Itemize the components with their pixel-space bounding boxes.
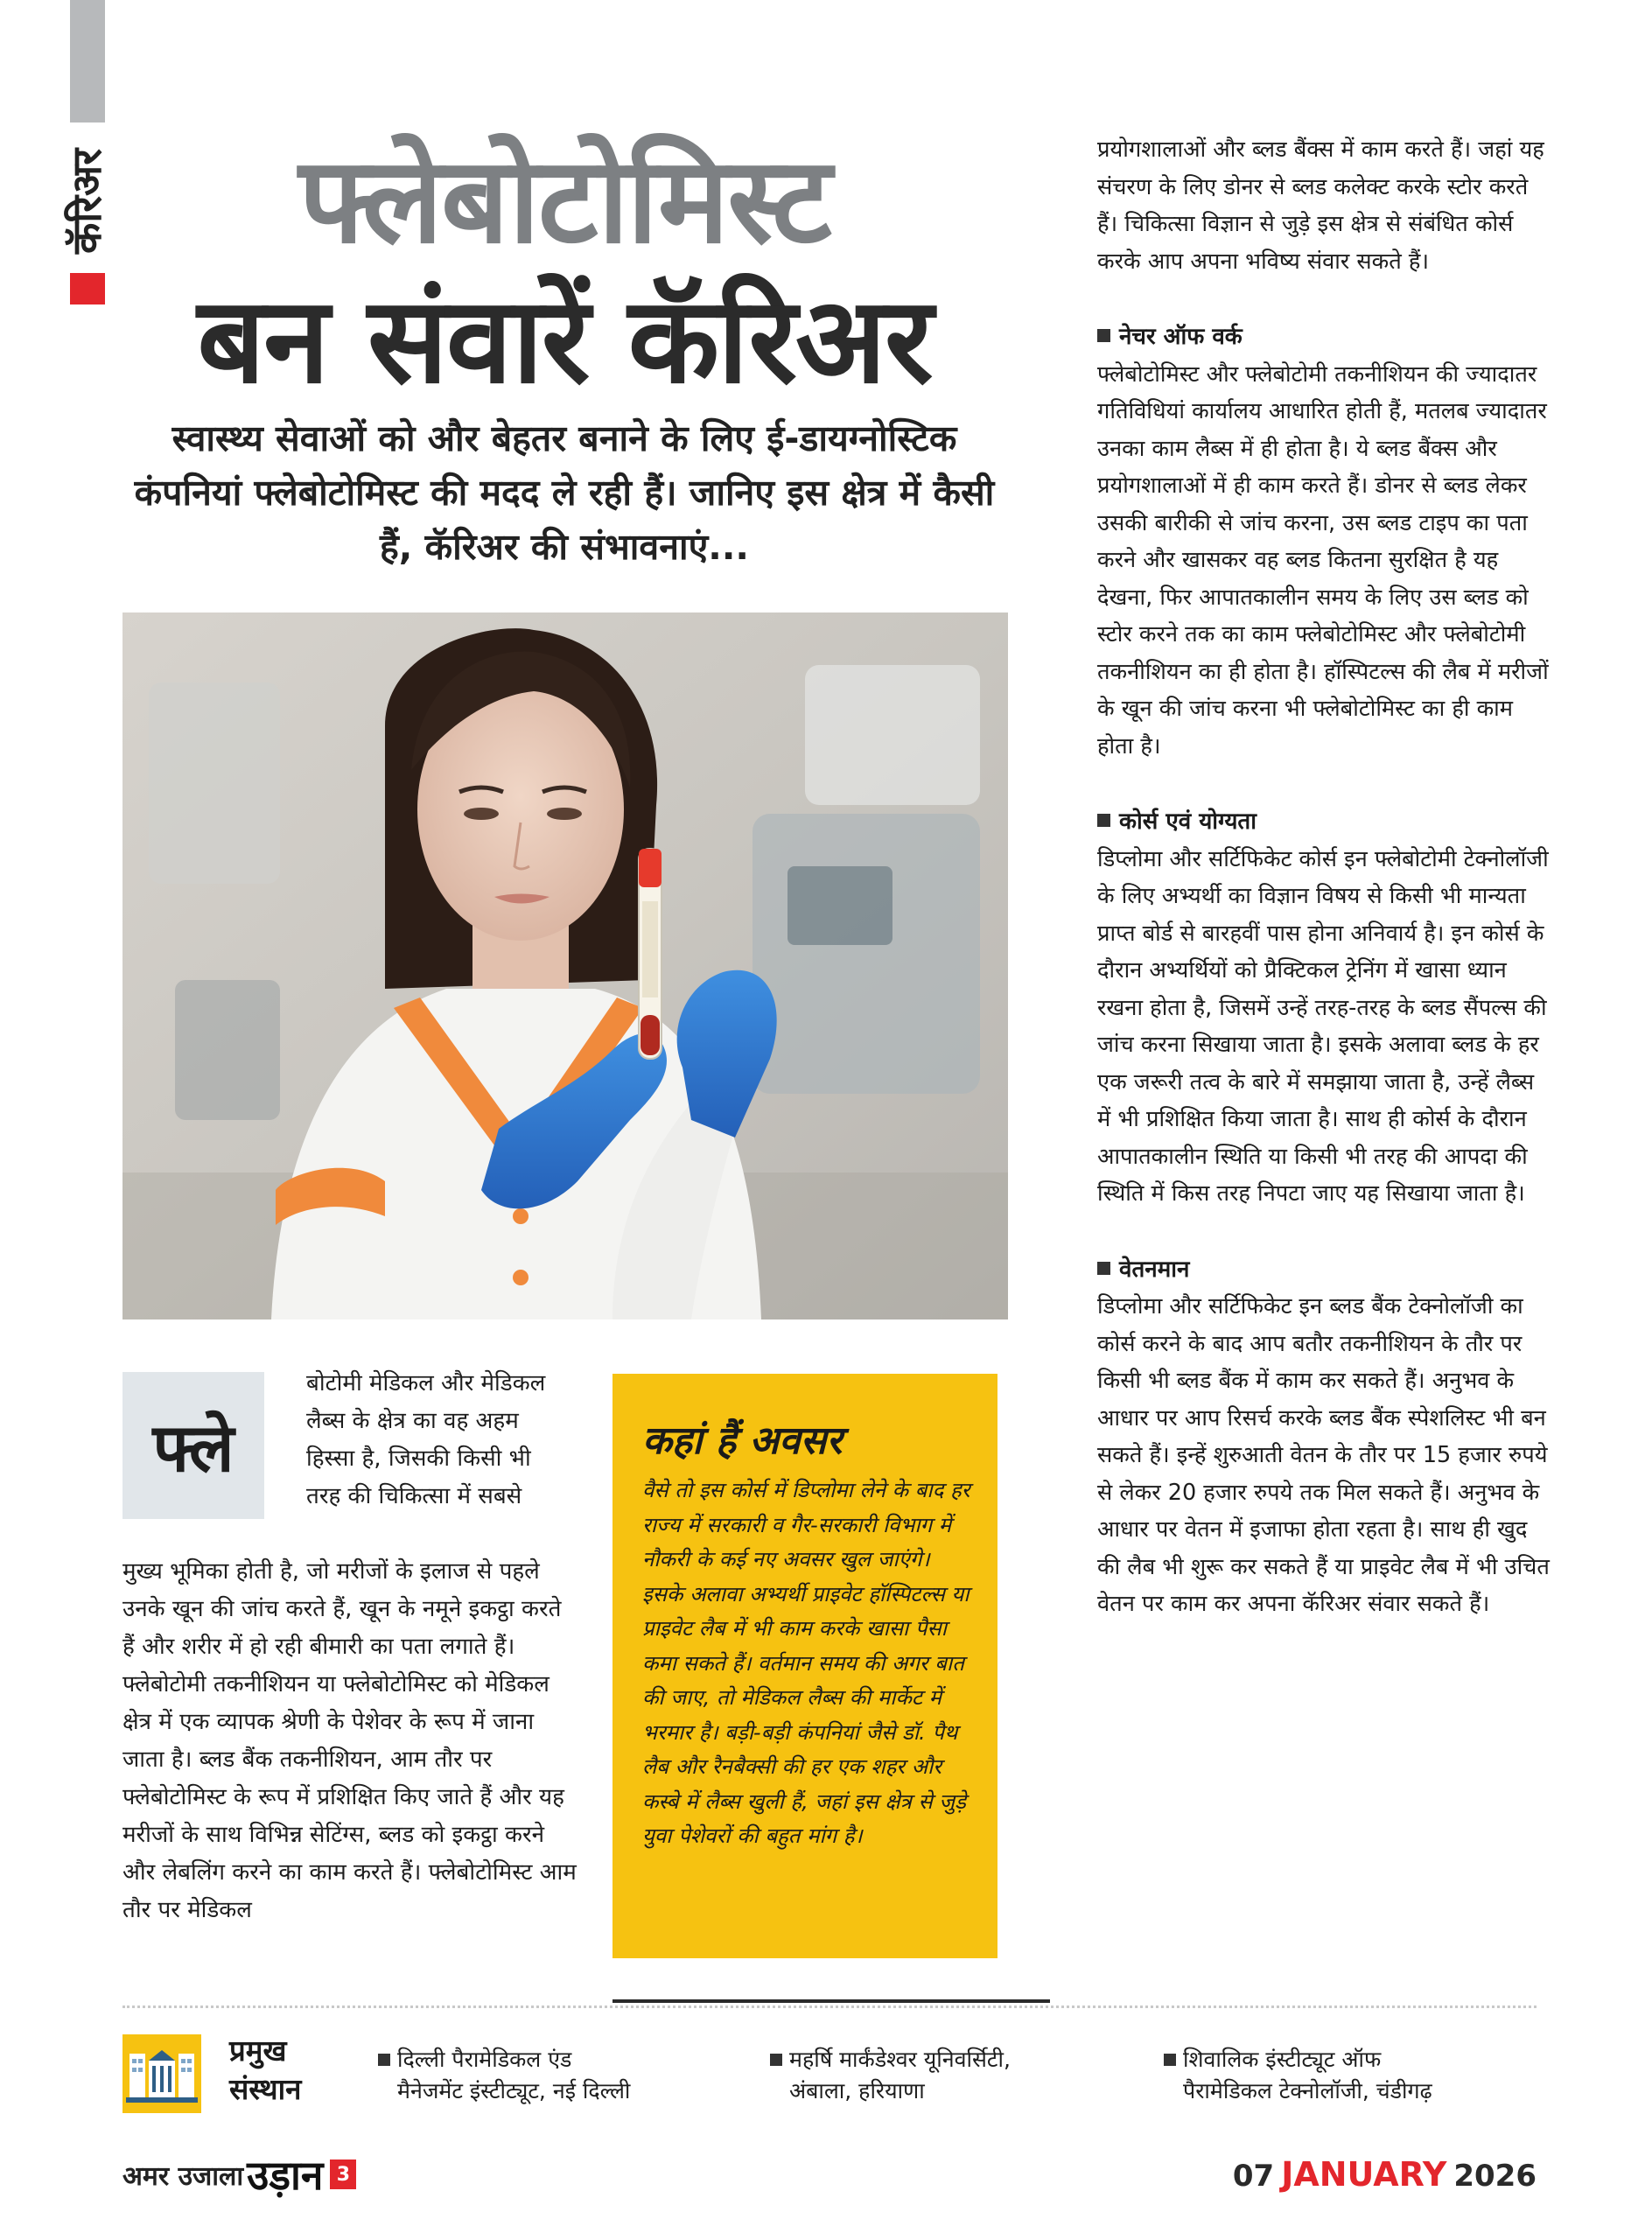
- institute-item: महर्षि मार्कंडेश्वर यूनिवर्सिटी, अंबाला, हरियाणा: [770, 2044, 1102, 2107]
- lead-paragraph-start: बोटोमी मेडिकल और मेडिकल लैब्स के क्षेत्र का वह अहम हिस्सा है, जिसकी किसी भी तरह की चिकित्सा में सबसे: [306, 1370, 546, 1509]
- right-column-intro: प्रयोगशालाओं और ब्लड बैंक्स में काम करते हैं। जहां यह संचरण के लिए डोनर से ब्लड कलेक्ट करके स्टोर करते हैं। चिकित्सा विज्ञान से जुड़े इस क्षेत्र से संबंधित कोर्स करके आप अपना भविष्य संवार सकते हैं।: [1097, 136, 1544, 275]
- drop-cap: फ्ले: [122, 1372, 264, 1519]
- section-label: कॅरिअर: [63, 148, 111, 255]
- bullet-square-icon: [1097, 1262, 1110, 1275]
- opportunity-box-title: कहां हैं अवसर: [642, 1418, 843, 1463]
- brand-name: अमर उजाला: [122, 2160, 244, 2192]
- institute-item: दिल्ली पैरामेडिकल एंड मैनेजमेंट इंस्टीट्यूट, नई दिल्ली: [378, 2044, 710, 2107]
- section-text-course-eligibility: डिप्लोमा और सर्टिफिकेट कोर्स इन फ्लेबोटोमी टेक्नोलॉजी के लिए अभ्यर्थी का विज्ञान विषय से किसी भी मान्यता प्राप्त बोर्ड से बारहवीं पास होना अनिवार्य है। इन कोर्स के दौरान अभ्यर्थियों को प्रैक्टिकल ट्रेनिंग में खासा ध्यान रखना होता है, जिसमें उन्हें तरह-तरह के ब्लड सैंपल्स की जांच करना सिखाया जाता है। इसके अलावा ब्लड के हर एक जरूरी तत्व के बारे में समझाया जाता है, उन्हें लैब्स में भी प्रशिक्षित किया जाता है। साथ ही कोर्स के दौरान आपातकालीन स्थिति या किसी भी तरह की आपदा की स्थिति में किस तरह निपटा जाए यह सिखाया जाता है।: [1097, 845, 1549, 1207]
- divider-accent: [612, 1999, 1050, 2003]
- footer-brand: [122, 2152, 356, 2199]
- section-text-salary: डिप्लोमा और सर्टिफिकेट इन ब्लड बैंक टेक्नोलॉजी का कोर्स करने के बाद आप बतौर तकनीशियन के तौर पर किसी भी ब्लड बैंक में काम कर सकते हैं। अनुभव के आधार पर आप रिसर्च करके ब्लड बैंक स्पेशलिस्ट भी बन सकते हैं। इन्हें शुरुआती वेतन के तौर पर 15 हजार रुपये से लेकर 20 हजार रुपये तक मिल सकते हैं। अनुभव के आधार पर वेतन में इजाफा होता रहता है। साथ ही खुद की लैब भी शुरू कर सकते हैं या प्राइवेट लैब में भी उचित वेतन पर काम कर अपना कॅरिअर संवार सकते हैं।: [1097, 1293, 1550, 1617]
- section-heading-salary: वेतनमान: [1097, 1251, 1552, 1289]
- section-heading-course-eligibility: कोर्स एवं योग्यता: [1097, 803, 1552, 841]
- building-icon: [122, 2034, 201, 2113]
- opportunity-box-text: वैसे तो इस कोर्स में डिप्लोमा लेने के बाद हर राज्य में सरकारी व गैर-सरकारी विभाग में नौकरी के कई नए अवसर खुल जाएंगे। इसके अलावा अभ्यर्थी प्राइवेट हॉस्पिटल्स या प्राइवेट लैब में भी काम करके खासा पैसा कमा सकते हैं। वर्तमान समय की अगर बात की जाए, तो मेडिकल लैब्स की मार्केट में भरमार है। बड़ी-बड़ी कंपनियां जैसे डॉ. पैथ लैब और रैनबैक्सी की हर एक शहर और कस्बे में लैब्स खुली हैं, जहां इस क्षेत्र से जुड़े युवा पेशेवरों की बहुत मांग है।: [642, 1478, 970, 1848]
- section-text-nature-of-work: फ्लेबोटोमिस्ट और फ्लेबोटोमी तकनीशियन की ज्यादातर गतिविधियां कार्यालय आधारित होती हैं, मतलब ज्यादातर उनका काम लैब्स में ही होता है। ये ब्लड बैंक्स और प्रयोगशालाओं में ही काम करते हैं। डोनर से ब्लड लेकर उसकी बारीकी से जांच करना, उस ब्लड टाइप का पता करने और खासकर वह ब्लड कितना सुरक्षित है यह देखना, फिर आपातकालीन समय के लिए उस ब्लड को स्टोर करने तक का काम फ्लेबोटोमिस्ट और फ्लेबोटोमी तकनीशियन का ही होता है। हॉस्पिटल्स की लैब में मरीजों के खून की जांच करना भी फ्लेबोटोमिस्ट का ही काम होता है।: [1097, 360, 1549, 760]
- lead-paragraph-continued: मुख्य भूमिका होती है, जो मरीजों के इलाज से पहले उनके खून की जांच करते हैं, खून के नमूने इकट्ठा करते हैं और शरीर में हो रही बीमारी का पता लगाते हैं। फ्लेबोटोमी तकनीशियन या फ्लेबोटोमिस्ट को मेडिकल क्षेत्र में एक व्यापक श्रेणी के पेशेवर के रूप में जाना जाता है। ब्लड बैंक तकनीशियन, आम तौर पर फ्लेबोटोमिस्ट के रूप में प्रशिक्षित किए जाते हैं और यह मरीजों के साथ विभिन्न सेटिंग्स, ब्लड को इकट्ठा करने और लेबलिंग करने का काम करते हैं। फ्लेबोटोमिस्ट आम तौर पर मेडिकल: [122, 1558, 577, 1923]
- bullet-square-icon: [1164, 2054, 1176, 2066]
- opportunity-box: [612, 1374, 998, 1958]
- headline-deck: स्वास्थ्य सेवाओं को और बेहतर बनाने के लिए ई-डायग्नोस्टिक कंपनियां फ्लेबोटोमिस्ट की मदद ले रही हैं। जानिए इस क्षेत्र में कैसी हैं, कॅरिअर की संभावनाएं...: [134, 417, 995, 568]
- bullet-square-icon: [1097, 329, 1110, 342]
- article-photo: [122, 612, 1008, 1320]
- bullet-square-icon: [378, 2054, 390, 2066]
- headline-line-2: बन संवारें कॅरिअर: [197, 272, 932, 410]
- bullet-square-icon: [770, 2054, 782, 2066]
- section-heading-nature-of-work: नेचर ऑफ वर्क: [1097, 318, 1552, 356]
- page-number: 3: [330, 2160, 356, 2189]
- bullet-square-icon: [1097, 814, 1110, 827]
- headline-line-1: फ्लेबोटोमिस्ट: [298, 132, 830, 270]
- section-tab-bar: [70, 0, 105, 122]
- institute-item: शिवालिक इंस्टीट्यूट ऑफ पैरामेडिकल टेक्नोलॉजी, चंडीगढ़: [1164, 2044, 1540, 2107]
- brand-mark: उड़ान: [247, 2152, 324, 2199]
- right-column: [1097, 131, 1552, 1623]
- issue-date: 07 JANUARY 2026: [1232, 2155, 1536, 2194]
- dotted-divider: [122, 2006, 1536, 2008]
- section-red-mark: [70, 273, 105, 304]
- institutes-title: प्रमुख संस्थान: [229, 2034, 302, 2106]
